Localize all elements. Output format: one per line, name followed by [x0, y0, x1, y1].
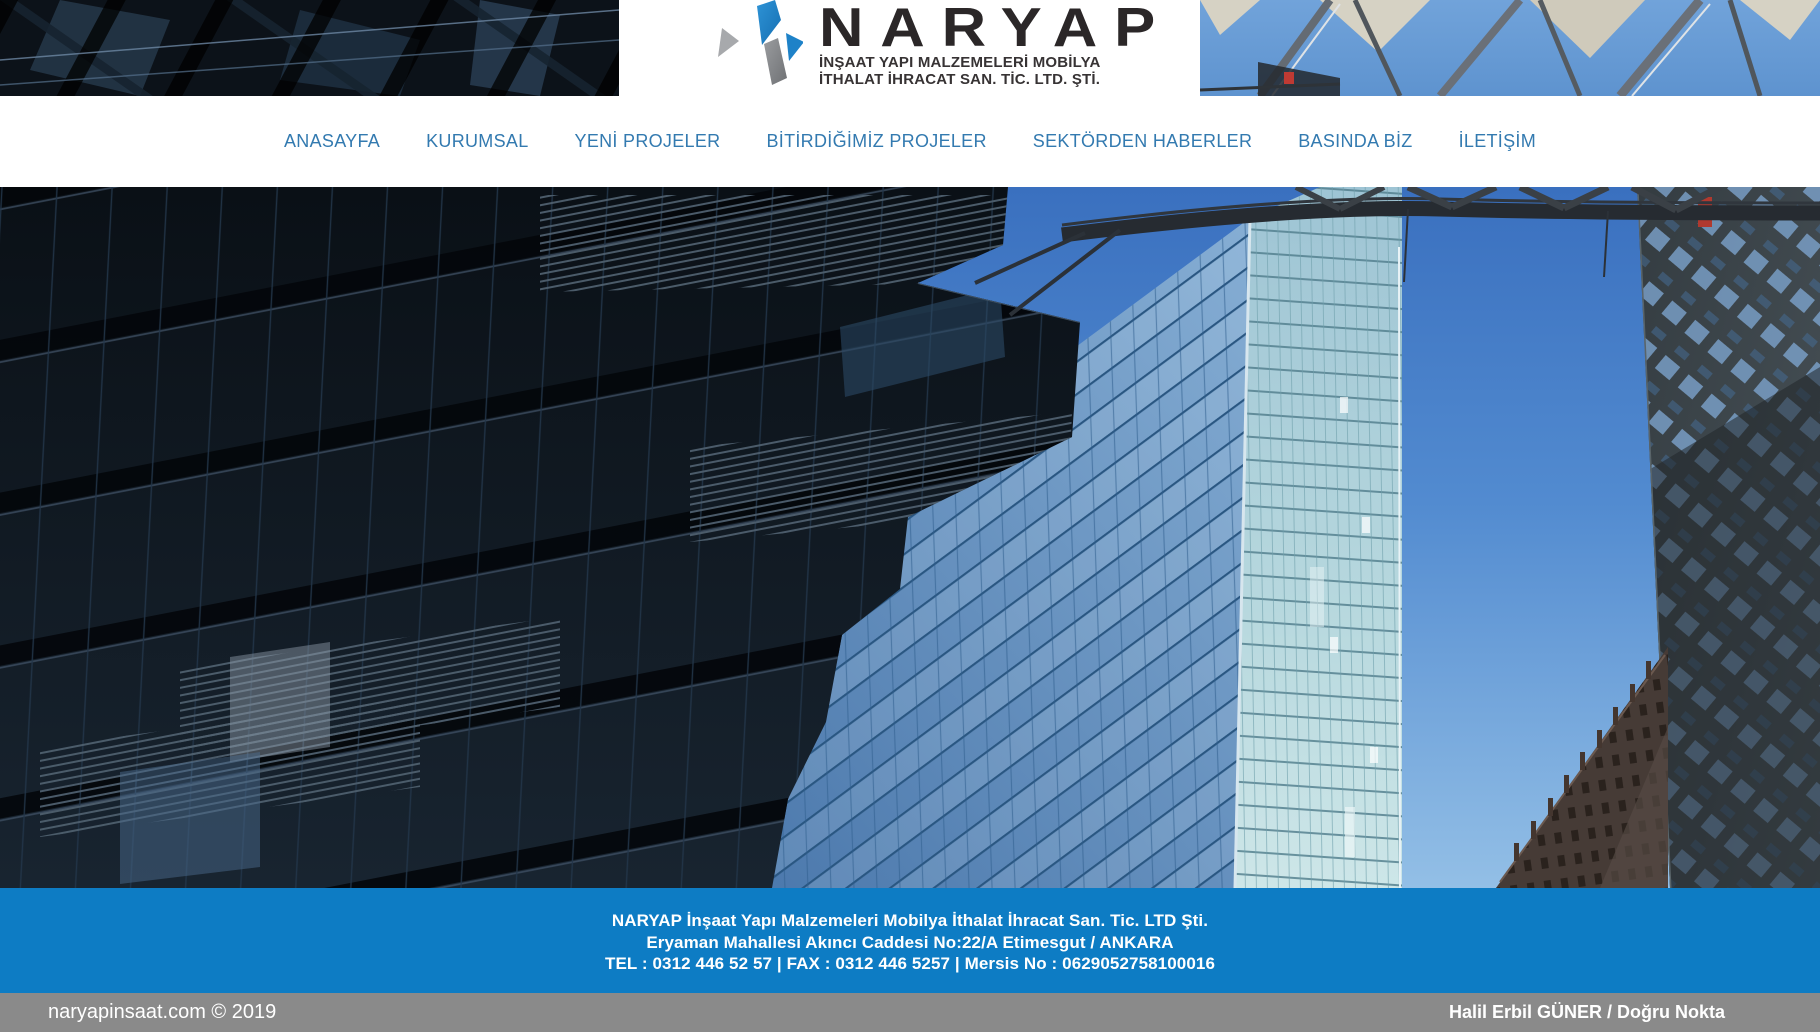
glass-tower-right-face: [1230, 187, 1410, 888]
hero-image: [0, 187, 1820, 888]
contact-line: TEL : 0312 446 52 57 | FAX : 0312 446 5257 | Mersis No : 0629052758100016: [604, 954, 1216, 973]
company-name-line: NARYAP İnşaat Yapı Malzemeleri Mobilya İthalat İhracat San. Tic. LTD Şti.: [611, 911, 1209, 930]
logo[interactable]: [701, 0, 1172, 88]
site-header: [0, 0, 1820, 96]
nav-item-yeni-projeler[interactable]: YENİ PROJELER: [574, 131, 721, 151]
nav-item-sektorden-haberler[interactable]: SEKTÖRDEN HABERLER: [1032, 131, 1253, 151]
footer-bar: [0, 993, 1820, 1032]
nav-item-kurumsal[interactable]: KURUMSAL: [426, 131, 529, 151]
brand-name: NARYAP: [819, 0, 1172, 58]
nav-item-bitirdigimiz-projeler[interactable]: BİTİRDİĞİMİZ PROJELER: [766, 131, 987, 151]
main-nav: [0, 96, 1820, 187]
header-photo-right: [1200, 0, 1820, 96]
credit-text: Halil Erbil GÜNER / Doğru Nokta: [1448, 1002, 1725, 1022]
nav-item-basinda-biz[interactable]: BASINDA BİZ: [1298, 131, 1413, 151]
nav-item-iletisim[interactable]: İLETİŞİM: [1458, 131, 1537, 151]
logo-text: [819, 0, 1172, 88]
address-line: Eryaman Mahallesi Akıncı Caddesi No:22/A Etimesgut / ANKARA: [646, 932, 1174, 952]
header-logo-panel: [619, 0, 1200, 96]
header-photo-left: [0, 0, 619, 96]
company-info-bar: [0, 888, 1820, 993]
nav-item-anasayfa[interactable]: ANASAYFA: [283, 131, 381, 151]
logo-subtitle-1: İNŞAAT YAPI MALZEMELERİ MOBİLYA: [819, 54, 1101, 71]
logo-mark-icon: [701, 0, 803, 86]
copyright-text: naryapinsaat.com © 2019: [48, 1001, 277, 1023]
logo-subtitle-2: İTHALAT İHRACAT SAN. TİC. LTD. ŞTİ.: [819, 70, 1101, 88]
